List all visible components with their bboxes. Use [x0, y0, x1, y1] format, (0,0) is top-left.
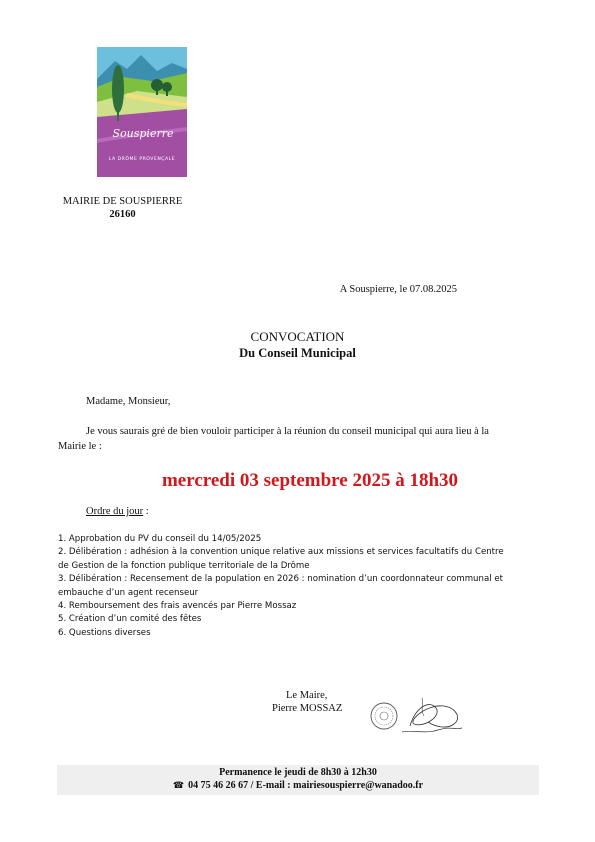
- signature-drawing: [364, 696, 466, 742]
- official-stamp-and-signature: [364, 696, 466, 742]
- meeting-date: mercredi 03 septembre 2025 à 18h30: [161, 470, 459, 491]
- agenda-item: embauche d’un agent recenseur: [58, 587, 199, 598]
- agenda-item: 6. Questions diverses: [58, 627, 151, 638]
- mairie-name: MAIRIE DE SOUSPIERRE: [62, 196, 183, 207]
- commune-logo: [97, 47, 187, 177]
- agenda-list: [58, 533, 543, 640]
- agenda-item: 4. Remboursement des frais avencés par Pierre Mossaz: [58, 601, 297, 612]
- agenda-item: 1. Approbation du PV du conseil du 14/05/2025: [58, 534, 262, 544]
- invitation-paragraph: [58, 424, 540, 454]
- mairie-postcode: 26160: [109, 209, 136, 220]
- place-and-date: A Souspierre, le 07.08.2025: [339, 284, 457, 295]
- invitation-line-2: Mairie le :: [58, 441, 102, 452]
- agenda-item: de Gestion de la fonction publique territoriale de la Drôme: [58, 560, 310, 571]
- logo-brand-text: Souspierre: [112, 127, 174, 140]
- contact-line: [57, 780, 539, 791]
- phone-icon: ☎: [172, 781, 185, 791]
- document-subtitle: Du Conseil Municipal: [239, 346, 356, 360]
- agenda-item: 5. Création d’un comité des fêtes: [58, 614, 202, 625]
- logo-tagline: LA DRÔME PROVENÇALE: [108, 157, 176, 162]
- office-hours: Permanence le jeudi de 8h30 à 12h30: [219, 767, 377, 778]
- signature-name: Pierre MOSSAZ: [272, 703, 343, 714]
- agenda-heading: [86, 506, 149, 517]
- agenda-heading-suffix: :: [143, 506, 149, 517]
- document-title: CONVOCATION: [250, 329, 345, 344]
- agenda-heading-text: Ordre du jour: [86, 506, 144, 517]
- contact-details: 04 75 46 26 67 / E-mail : mairiesouspierre@wanadoo.fr: [188, 780, 424, 791]
- agenda-item: 3. Délibération : Recensement de la population en 2026 : nomination d’un coordonnateur communal et: [58, 574, 503, 585]
- salutation: Madame, Monsieur,: [86, 396, 171, 407]
- signature-title: Le Maire,: [286, 690, 328, 701]
- invitation-line-1: Je vous saurais gré de bien vouloir participer à la réunion du conseil municipal qui aura lieu à la: [86, 426, 489, 437]
- agenda-item: 2. Délibération : adhésion à la convention unique relative aux missions et services facultatifs du Centre: [58, 547, 504, 558]
